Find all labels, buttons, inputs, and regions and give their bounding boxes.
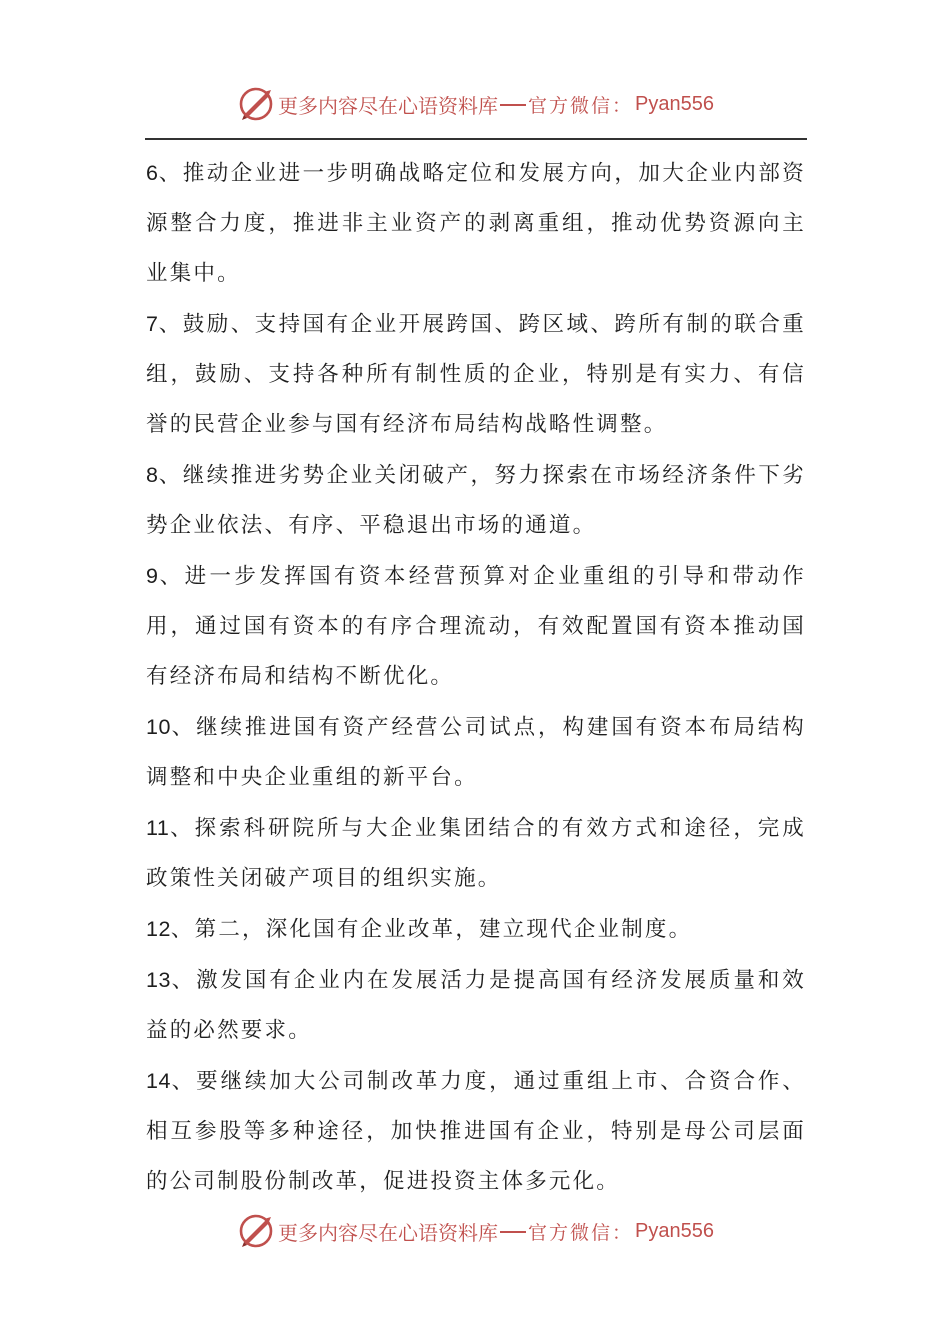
document-body	[146, 148, 806, 1207]
paragraph-text: 、进一步发挥国有资本经营预算对企业重组的引导和带动作用，通过国有资本的有序合理流动，有效配置国有资本推动国有经济布局和结构不断优化。	[146, 564, 806, 689]
paragraph-14	[146, 1056, 806, 1207]
paragraph-12	[146, 904, 806, 955]
paragraph-text: 、继续推进劣势企业关闭破产，努力探索在市场经济条件下劣势企业依法、有序、平稳退出市场的通道。	[146, 463, 806, 538]
paragraph-10	[146, 702, 806, 803]
paragraph-11	[146, 803, 806, 904]
header-banner	[0, 84, 950, 124]
paragraph-number: 14	[146, 1069, 171, 1093]
paragraph-text: 、继续推进国有资产经营公司试点，构建国有资本布局结构调整和中央企业重组的新平台。	[146, 715, 806, 790]
paragraph-text: 、要继续加大公司制改革力度，通过重组上市、合资合作、相互参股等多种途径，加快推进国有企业，特别是母公司层面的公司制股份制改革，促进投资主体多元化。	[146, 1069, 806, 1194]
paragraph-number: 7	[146, 312, 159, 336]
paragraph-text: 、鼓励、支持国有企业开展跨国、跨区域、跨所有制的联合重组，鼓励、支持各种所有制性质的企业，特别是有实力、有信誉的民营企业参与国有经济布局结构战略性调整。	[146, 312, 806, 437]
header-divider	[145, 138, 807, 140]
banner-wechat-id: Pyan556	[635, 92, 714, 115]
footer-banner	[0, 1211, 950, 1251]
paragraph-number: 10	[146, 715, 171, 739]
paragraph-text: 、推动企业进一步明确战略定位和发展方向，加大企业内部资源整合力度，推进非主业资产的剥离重组，推动优势资源向主业集中。	[146, 161, 806, 286]
paragraph-6	[146, 148, 806, 299]
pen-logo-icon	[236, 1211, 276, 1251]
paragraph-text: 、激发国有企业内在发展活力是提高国有经济发展质量和效益的必然要求。	[146, 968, 806, 1043]
banner-title: 更多内容尽在心语资料库	[278, 93, 498, 118]
paragraph-13	[146, 955, 806, 1056]
paragraph-number: 12	[146, 917, 171, 941]
paragraph-9	[146, 551, 806, 702]
paragraph-7	[146, 299, 806, 450]
banner-wechat-label: 官方微信：	[528, 94, 634, 117]
paragraph-text: 、探索科研院所与大企业集团结合的有效方式和途径，完成政策性关闭破产项目的组织实施。	[146, 816, 806, 891]
banner-wechat-id: Pyan556	[635, 1219, 714, 1242]
paragraph-8	[146, 450, 806, 551]
banner-wechat-label: 官方微信：	[528, 1221, 634, 1244]
paragraph-number: 9	[146, 564, 159, 588]
banner-title: 更多内容尽在心语资料库	[278, 1220, 498, 1245]
paragraph-number: 11	[146, 816, 170, 840]
paragraph-number: 13	[146, 968, 171, 992]
pen-logo-icon	[236, 84, 276, 124]
banner-dash	[500, 1231, 526, 1233]
paragraph-text: 、第二，深化国有企业改革，建立现代企业制度。	[170, 917, 693, 942]
paragraph-number: 6	[146, 161, 159, 185]
paragraph-number: 8	[146, 463, 159, 487]
banner-dash	[500, 104, 526, 106]
